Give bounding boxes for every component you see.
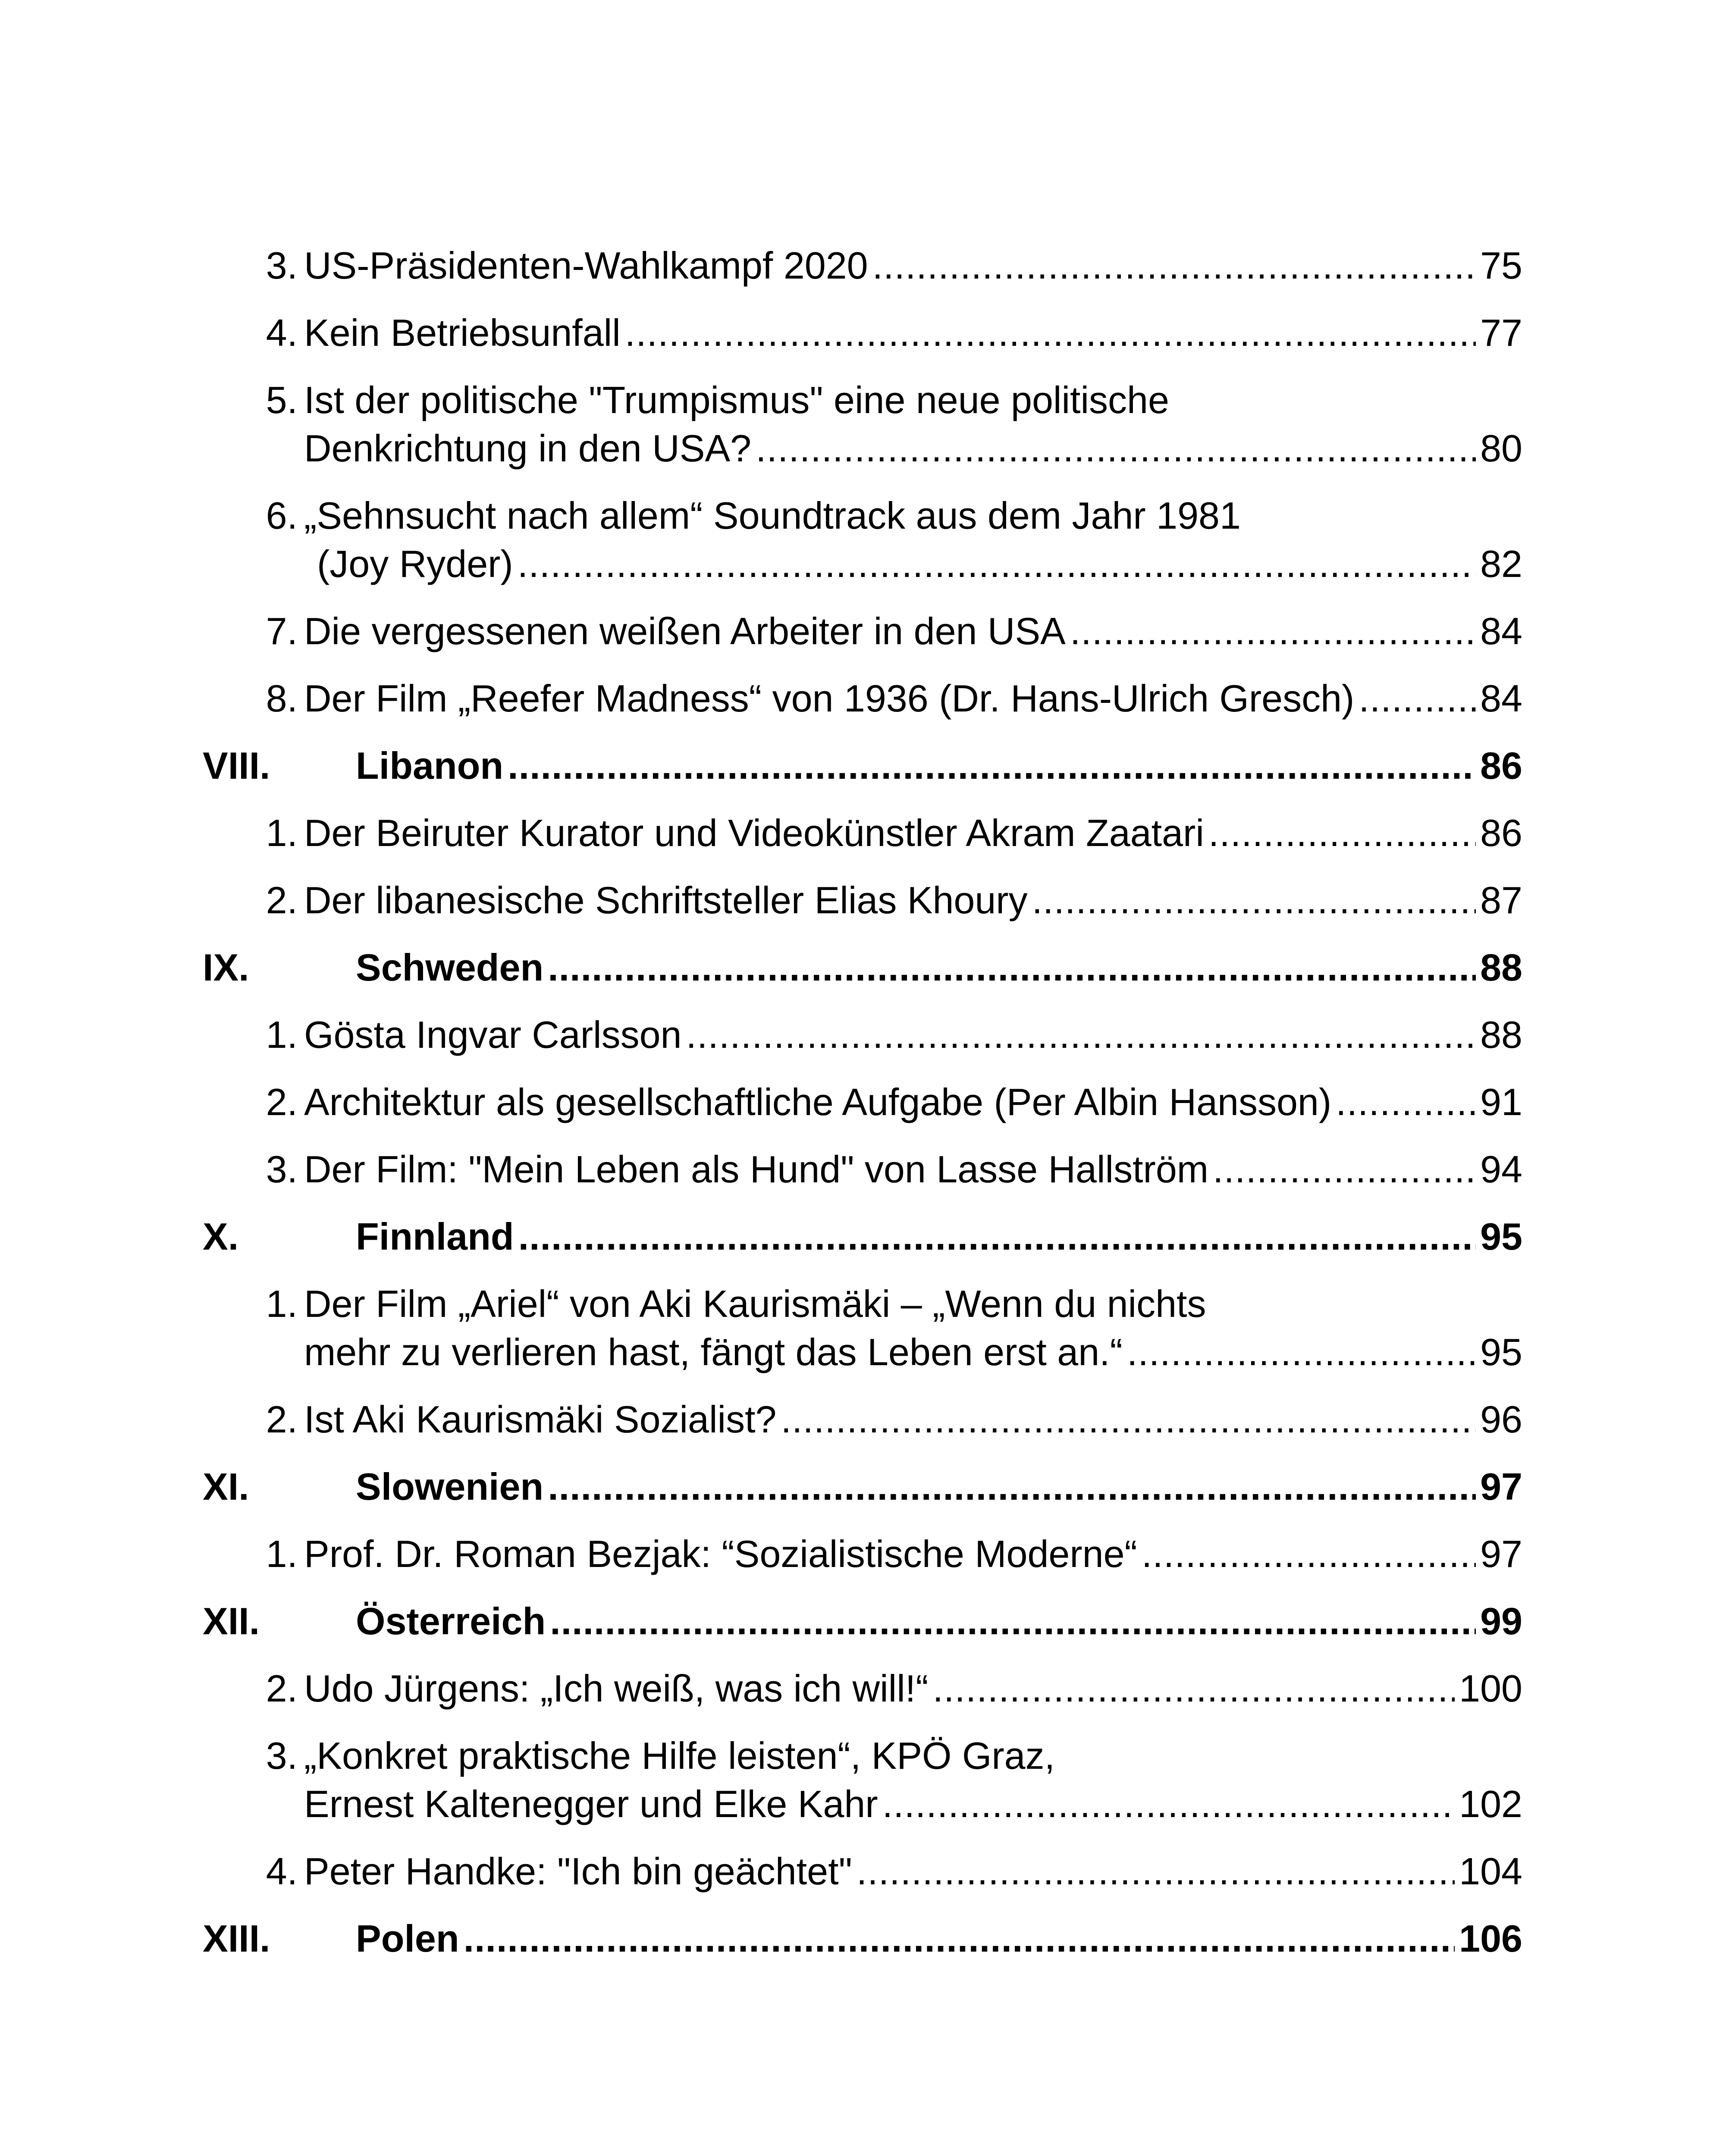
section-page-number: 106 [1459,1917,1522,1960]
entry-line [304,876,1522,924]
entry-number: 3. [266,1734,298,1777]
entry-line [304,1847,1522,1896]
entry-title-line-2: Ernest Kaltenegger und Elke Kahr [304,1783,878,1825]
dot-leader [518,540,1476,588]
section-number: IX. [203,946,249,989]
entry-number: 3. [266,1148,298,1191]
table-of-contents [203,241,1522,1982]
toc-entry [203,1145,1522,1194]
entry-page-number: 97 [1480,1532,1522,1575]
toc-entry [203,876,1522,924]
entry-page-number: 91 [1480,1081,1522,1123]
entry-title-line-1: „Konkret praktische Hilfe leisten“, KPÖ Graz, [304,1734,1055,1777]
entry-page-number: 80 [1480,427,1522,470]
entry-page-number: 94 [1480,1148,1522,1191]
toc-entry [203,376,1522,473]
section-title: Finnland [356,1215,514,1258]
toc-entry [203,309,1522,357]
entry-number: 1. [266,1013,298,1056]
section-number: XIII. [203,1917,270,1960]
dot-leader [625,309,1476,357]
dot-leader [857,1847,1455,1896]
entry-line [304,1078,1522,1126]
toc-entry [203,674,1522,723]
toc-entry [203,1280,1522,1376]
toc-entry [203,1664,1522,1713]
toc-entry [203,1395,1522,1444]
entry-line [304,1395,1522,1444]
entry-title: Udo Jürgens: „Ich weiß, was ich will!“ [304,1667,929,1710]
dot-leader [756,424,1476,473]
dot-leader [548,1463,1476,1511]
entry-line [304,1664,1522,1713]
section-line [356,742,1522,790]
entry-title-line-2: mehr zu verlieren hast, fängt das Leben erst an.“ [304,1331,1123,1373]
entry-line [304,241,1522,290]
entry-page-number: 82 [1480,542,1522,585]
entry-title-line-2: (Joy Ryder) [317,542,513,585]
entry-title: Die vergessenen weißen Arbeiter in den USA [304,610,1066,652]
entry-number: 1. [266,1532,298,1575]
section-number: VIII. [203,744,270,787]
dot-leader [686,1011,1476,1059]
section-number: XII. [203,1600,260,1642]
dot-leader [1336,1078,1476,1126]
entry-page-number: 100 [1459,1667,1522,1710]
toc-entry [203,1078,1522,1126]
toc-entry [203,492,1522,588]
dot-leader [518,1213,1476,1261]
entry-title: Gösta Ingvar Carlsson [304,1013,682,1056]
entry-title: Architektur als gesellschaftliche Aufgabe (Per Albin Hansson) [304,1081,1332,1123]
entry-title: Prof. Dr. Roman Bezjak: “Sozialistische Moderne“ [304,1532,1137,1575]
toc-entry [203,1530,1522,1578]
dot-leader [1032,876,1476,924]
section-line [356,943,1522,992]
entry-number: 1. [266,1282,298,1325]
dot-leader [508,742,1476,790]
entry-number: 2. [266,879,298,921]
toc-entry [203,1011,1522,1059]
toc-entry [203,607,1522,655]
dot-leader [1070,607,1476,655]
entry-page-number: 102 [1459,1783,1522,1825]
entry-page-number: 87 [1480,879,1522,921]
entry-line [304,1328,1522,1376]
dot-leader [548,943,1476,992]
dot-leader [1208,809,1476,857]
section-title: Slowenien [356,1465,544,1508]
entry-number: 2. [266,1667,298,1710]
entry-number: 2. [266,1081,298,1123]
entry-line [304,809,1522,857]
entry-page-number: 75 [1480,244,1522,287]
entry-title-line-1: „Sehnsucht nach allem“ Soundtrack aus dem Jahr 1981 [304,494,1241,537]
dot-leader [933,1664,1455,1713]
dot-leader [1359,674,1476,723]
toc-entry [203,241,1522,290]
entry-line [304,607,1522,655]
entry-number: 2. [266,1398,298,1441]
entry-page-number: 104 [1459,1850,1522,1893]
entry-line [304,1530,1522,1578]
dot-leader [550,1597,1476,1645]
dot-leader [1127,1328,1476,1376]
entry-page-number: 84 [1480,677,1522,720]
section-number: X. [203,1215,239,1258]
entry-title: Der Film: "Mein Leben als Hund" von Lasse Hallström [304,1148,1209,1191]
entry-title-line-1: Ist der politische "Trumpismus" eine neue politische [304,379,1169,421]
section-line [356,1915,1522,1963]
toc-section-heading [203,742,1522,790]
section-page-number: 86 [1480,744,1522,787]
dot-leader [872,241,1476,290]
entry-line [304,1780,1522,1828]
toc-section-heading [203,1463,1522,1511]
toc-section-heading [203,1597,1522,1645]
toc-section-heading [203,1213,1522,1261]
entry-page-number: 86 [1480,812,1522,854]
entry-page-number: 88 [1480,1013,1522,1056]
section-line [356,1213,1522,1261]
entry-title: US-Präsidenten-Wahlkampf 2020 [304,244,868,287]
section-title: Österreich [356,1600,546,1642]
entry-number: 6. [266,494,298,537]
entry-title: Der libanesische Schriftsteller Elias Khoury [304,879,1028,921]
entry-number: 4. [266,1850,298,1893]
entry-line [304,1011,1522,1059]
entry-line [304,674,1522,723]
entry-line [304,1145,1522,1194]
entry-title: Ist Aki Kaurismäki Sozialist? [304,1398,777,1441]
section-title: Schweden [356,946,544,989]
dot-leader [1142,1530,1476,1578]
section-line [356,1463,1522,1511]
entry-line [304,540,1522,588]
entry-number: 7. [266,610,298,652]
entry-number: 1. [266,812,298,854]
section-line [356,1597,1522,1645]
entry-number: 5. [266,379,298,421]
section-page-number: 97 [1480,1465,1522,1508]
entry-page-number: 77 [1480,311,1522,354]
toc-entry [203,1732,1522,1828]
toc-section-heading [203,943,1522,992]
section-page-number: 88 [1480,946,1522,989]
entry-line [304,424,1522,473]
entry-number: 3. [266,244,298,287]
entry-title: Der Beiruter Kurator und Videokünstler Akram Zaatari [304,812,1204,854]
entry-number: 8. [266,677,298,720]
entry-page-number: 95 [1480,1331,1522,1373]
entry-title: Kein Betriebsunfall [304,311,621,354]
section-number: XI. [203,1465,249,1508]
section-title: Libanon [356,744,504,787]
entry-title-line-2: Denkrichtung in den USA? [304,427,752,470]
section-page-number: 99 [1480,1600,1522,1642]
entry-number: 4. [266,311,298,354]
dot-leader [781,1395,1476,1444]
section-page-number: 95 [1480,1215,1522,1258]
section-title: Polen [356,1917,459,1960]
entry-title: Der Film „Reefer Madness“ von 1936 (Dr. Hans-Ulrich Gresch) [304,677,1355,720]
dot-leader [464,1915,1455,1963]
toc-entry [203,809,1522,857]
entry-title: Peter Handke: "Ich bin geächtet" [304,1850,852,1893]
entry-page-number: 96 [1480,1398,1522,1441]
dot-leader [1213,1145,1476,1194]
entry-title-line-1: Der Film „Ariel“ von Aki Kaurismäki – „Wenn du nichts [304,1282,1206,1325]
toc-section-heading [203,1915,1522,1963]
dot-leader [882,1780,1455,1828]
toc-entry [203,1847,1522,1896]
entry-line [304,309,1522,357]
entry-page-number: 84 [1480,610,1522,652]
